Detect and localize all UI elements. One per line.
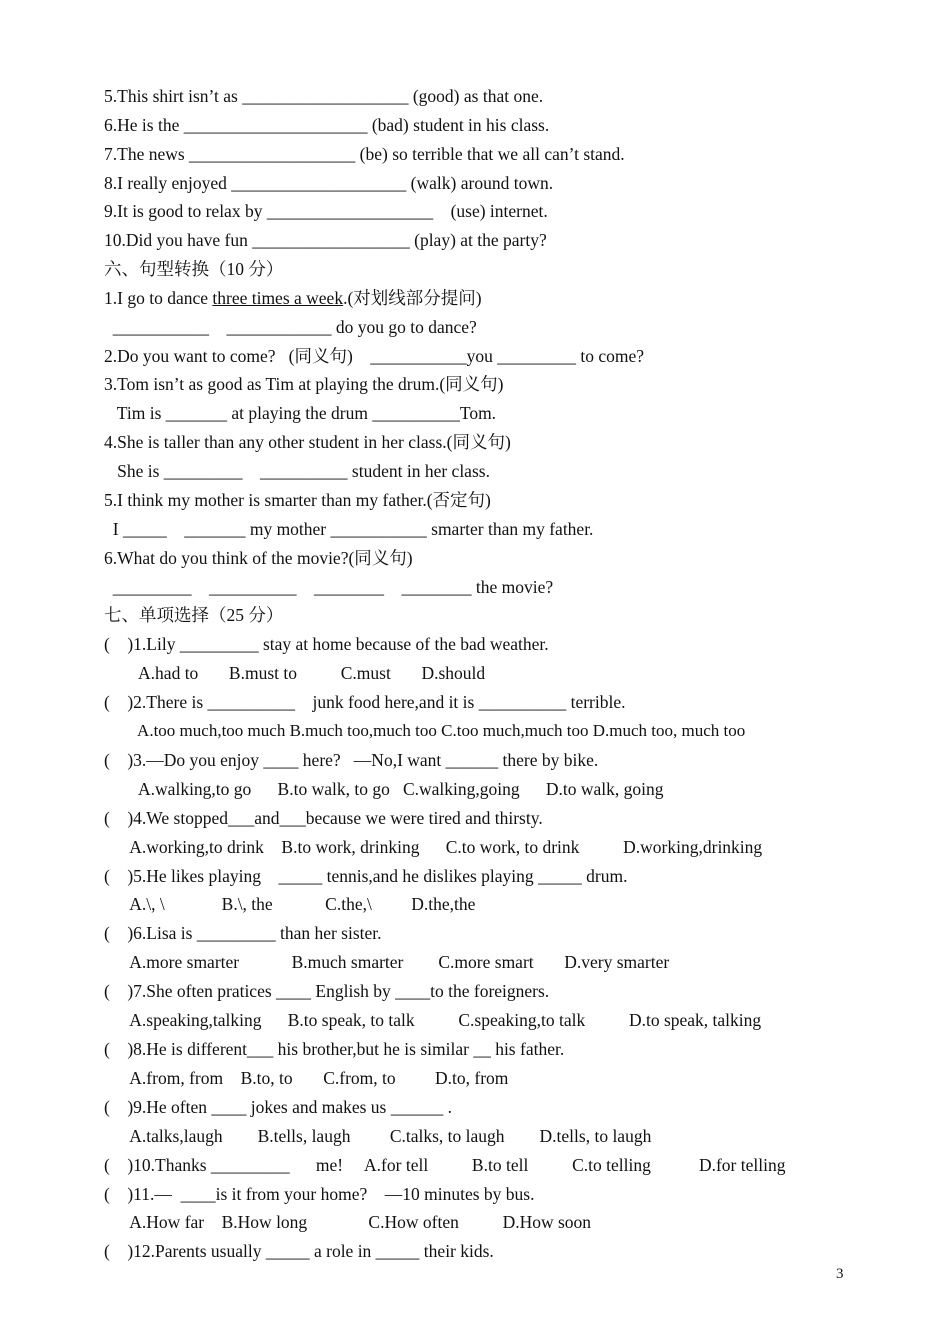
section-7-line: ( )5.He likes playing _____ tennis,and he dislikes playing _____ drum. — [104, 866, 628, 886]
fill-in-line-6: 6.He is the _____________________ (bad) student in his class. — [104, 115, 550, 135]
section-6-question-1 — [104, 288, 482, 308]
section-7-line: A.\, \ B.\, the C.the,\ D.the,the — [104, 894, 476, 914]
section-7-line: ( )7.She often pratices ____ English by ____to the foreigners. — [104, 981, 550, 1001]
section-6-line: 6.What do you think of the movie?(同义句) — [104, 548, 413, 568]
section-6-line: I _____ _______ my mother ___________ smarter than my father. — [104, 519, 594, 539]
section-7-line: ( )1.Lily _________ stay at home because of the bad weather. — [104, 634, 549, 654]
q1-underlined-phrase: three times a week — [212, 288, 344, 308]
section-7-line: A.speaking,talking B.to speak, to talk C.speaking,to talk D.to speak, talking — [104, 1010, 762, 1030]
section-7-line: ( )10.Thanks _________ me! A.for tell B.to tell C.to telling D.for telling — [104, 1155, 786, 1175]
section-7-line: ( )11.— ____is it from your home? —10 minutes by bus. — [104, 1184, 535, 1204]
section-6-line: _________ __________ ________ ________ the movie? — [104, 577, 554, 597]
fill-in-line-10: 10.Did you have fun __________________ (play) at the party? — [104, 230, 547, 250]
section-7-heading: 七、单项选择（25 分） — [104, 605, 284, 625]
section-7-line: ( )2.There is __________ junk food here,and it is __________ terrible. — [104, 692, 626, 712]
fill-in-line-9: 9.It is good to relax by ___________________ (use) internet. — [104, 201, 548, 221]
section-7-line: A.walking,to go B.to walk, to go C.walking,going D.to walk, going — [104, 779, 664, 799]
section-6-line: Tim is _______ at playing the drum __________Tom. — [104, 403, 497, 423]
section-7-line: A.too much,too much B.much too,much too C.too much,much too D.much too, much too — [104, 721, 746, 740]
section-7-line: A.working,to drink B.to work, drinking C.to work, to drink D.working,drinking — [104, 837, 763, 857]
section-7-line: A.How far B.How long C.How often D.How soon — [104, 1212, 592, 1232]
section-7-line: ( )9.He often ____ jokes and makes us ______ . — [104, 1097, 452, 1117]
section-7-line: A.had to B.must to C.must D.should — [104, 663, 486, 683]
section-6-line: ___________ ____________ do you go to dance? — [104, 317, 477, 337]
section-7-line: ( )12.Parents usually _____ a role in _____ their kids. — [104, 1241, 494, 1261]
section-7-line: ( )3.—Do you enjoy ____ here? —No,I want ______ there by bike. — [104, 750, 599, 770]
page-number: 3 — [836, 1266, 844, 1282]
fill-in-line-7: 7.The news ___________________ (be) so terrible that we all can’t stand. — [104, 144, 625, 164]
section-7-line: ( )4.We stopped___and___because we were tired and thirsty. — [104, 808, 543, 828]
section-6-line: 2.Do you want to come? (同义句) ___________you _________ to come? — [104, 346, 644, 366]
section-6-line: 5.I think my mother is smarter than my father.(否定句) — [104, 490, 491, 510]
section-6-line: 4.She is taller than any other student in her class.(同义句) — [104, 432, 511, 452]
section-7-line: ( )8.He is different___ his brother,but he is similar __ his father. — [104, 1039, 565, 1059]
section-7-line: ( )6.Lisa is _________ than her sister. — [104, 923, 382, 943]
section-6-line: She is _________ __________ student in her class. — [104, 461, 490, 481]
section-7-line: A.more smarter B.much smarter C.more smart D.very smarter — [104, 952, 670, 972]
section-7-line: A.talks,laugh B.tells, laugh C.talks, to laugh D.tells, to laugh — [104, 1126, 652, 1146]
fill-in-line-8: 8.I really enjoyed ____________________ (walk) around town. — [104, 173, 554, 193]
fill-in-line-5: 5.This shirt isn’t as ___________________ (good) as that one. — [104, 86, 544, 106]
q1-text-after: .(对划线部分提问) — [343, 288, 482, 308]
section-6-heading: 六、句型转换（10 分） — [104, 259, 284, 279]
q1-text-before: 1.I go to dance — [104, 288, 213, 308]
section-6-line: 3.Tom isn’t as good as Tim at playing the drum.(同义句) — [104, 374, 504, 394]
section-7-line: A.from, from B.to, to C.from, to D.to, from — [104, 1068, 509, 1088]
